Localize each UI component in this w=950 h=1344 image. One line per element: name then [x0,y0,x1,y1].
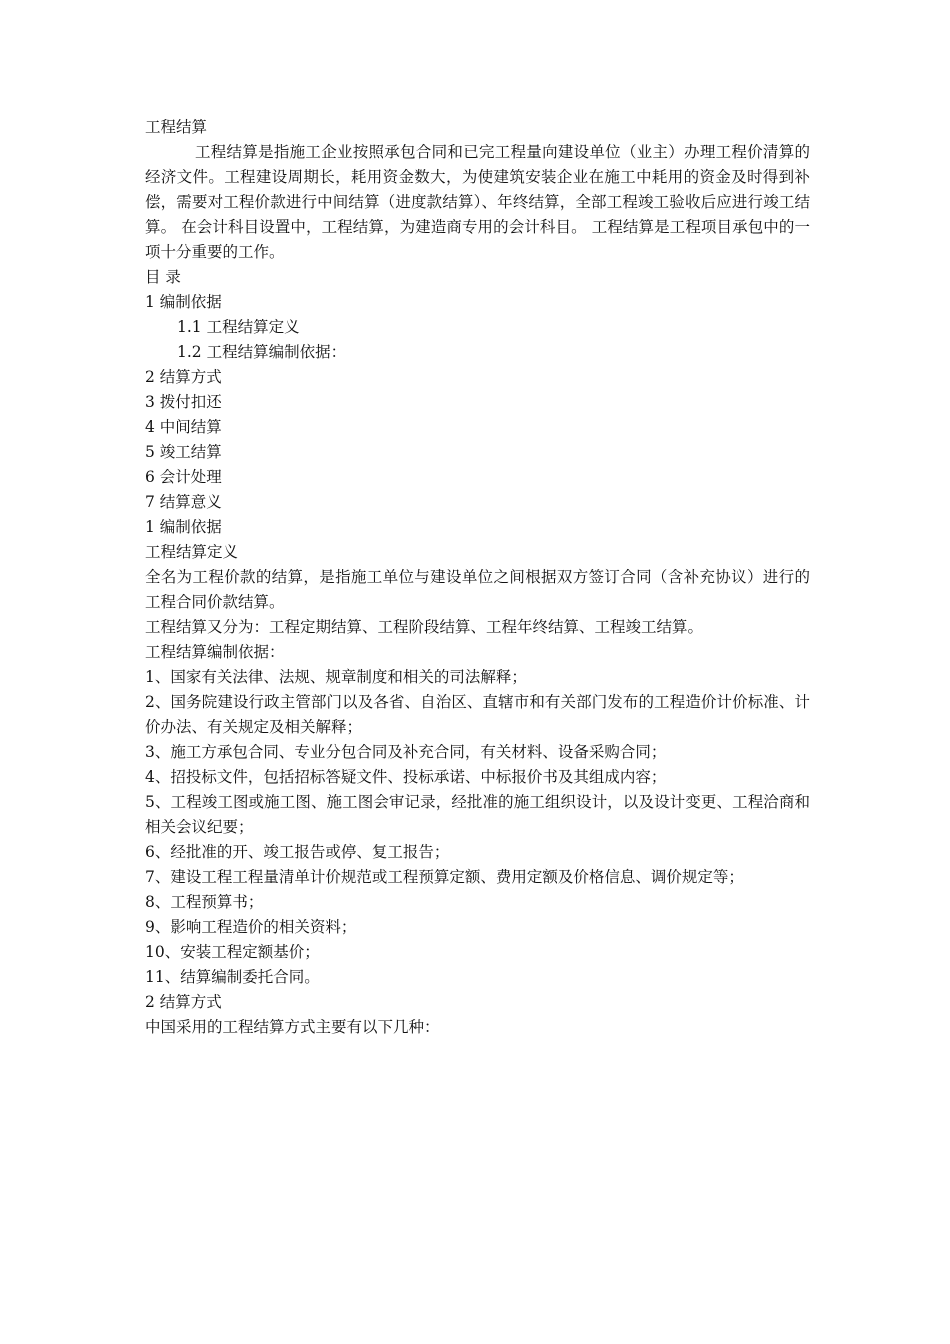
toc-item-2: 2 结算方式 [145,368,222,386]
document-body [145,115,810,1040]
toc-item-7: 7 结算意义 [145,493,222,511]
toc-item-6: 6 会计处理 [145,468,222,486]
basis-item: 10、安装工程定额基价； [145,943,320,961]
basis-item: 5、工程竣工图或施工图、施工图会审记录，经批准的施工组织设计，以及设计变更、工程洽商和相关会议纪要； [145,793,810,836]
toc-heading: 目 录 [145,268,181,286]
toc-item-3: 3 拨付扣还 [145,393,222,411]
intro-paragraph: 工程结算是指施工企业按照承包合同和已完工程量向建设单位（业主）办理工程价清算的经济文件。工程建设周期长，耗用资金数大，为使建筑安装企业在施工中耗用的资金及时得到补偿，需要对工程价款进行中间结算（进度款结算）、年终结算，全部工程竣工验收后应进行竣工结算。 在会计科目设置中，工程结算，为建造商专用的会计科目。 工程结算是工程项目承包中的一项十分重要的工作。 [145,143,810,261]
toc-item-5: 5 竣工结算 [145,443,222,461]
basis-item: 1、国家有关法律、法规、规章制度和相关的司法解释； [145,668,527,686]
section2-heading: 2 结算方式 [145,993,222,1011]
basis-item: 2、国务院建设行政主管部门以及各省、自治区、直辖市和有关部门发布的工程造价计价标准、计价办法、有关规定及相关解释； [145,693,810,736]
basis-item: 8、工程预算书； [145,893,264,911]
basis-heading: 工程结算编制依据： [145,643,285,661]
definition-text: 全名为工程价款的结算，是指施工单位与建设单位之间根据双方签订合同（含补充协议）进行的工程合同价款结算。 [145,568,810,611]
basis-item: 11、结算编制委托合同。 [145,968,320,986]
basis-item: 9、影响工程造价的相关资料； [145,918,357,936]
doc-title: 工程结算 [145,118,208,136]
basis-item: 7、建设工程工程量清单计价规范或工程预算定额、费用定额及价格信息、调价规定等； [145,868,744,886]
toc-item-4: 4 中间结算 [145,418,222,436]
toc-item-1: 1 编制依据 [145,293,222,311]
section1-heading: 1 编制依据 [145,518,222,536]
basis-item: 6、经批准的开、竣工报告或停、复工报告； [145,843,450,861]
section2-text: 中国采用的工程结算方式主要有以下几种： [145,1018,440,1036]
types-text: 工程结算又分为：工程定期结算、工程阶段结算、工程年终结算、工程竣工结算。 [145,618,704,636]
toc-item-1-1: 1.1 工程结算定义 [177,318,300,336]
basis-item: 4、招投标文件，包括招标答疑文件、投标承诺、中标报价书及其组成内容； [145,768,667,786]
basis-item: 3、施工方承包合同、专业分包合同及补充合同，有关材料、设备采购合同； [145,743,667,761]
definition-heading: 工程结算定义 [145,543,239,561]
toc-item-1-2: 1.2 工程结算编制依据： [177,343,347,361]
